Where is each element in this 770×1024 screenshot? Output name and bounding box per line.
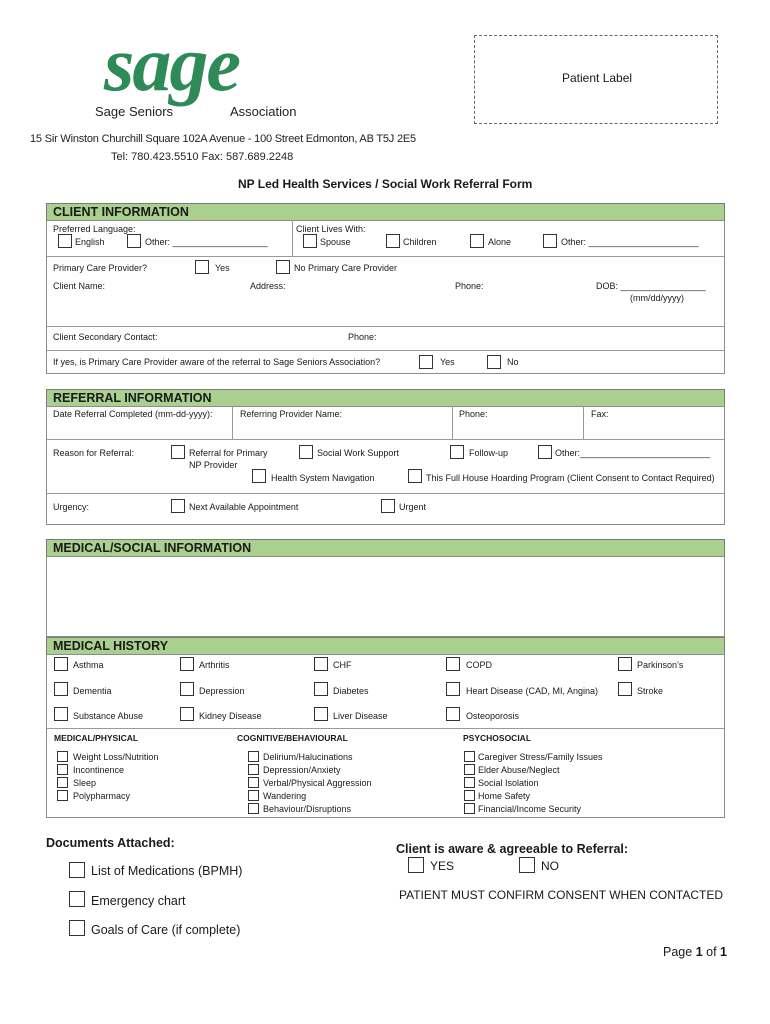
- health-nav-checkbox[interactable]: [252, 469, 266, 483]
- emergency-chart-label: Emergency chart: [91, 894, 186, 908]
- english-label: English: [75, 237, 105, 247]
- polypharmacy-checkbox[interactable]: [57, 790, 68, 801]
- no-pcp-checkbox[interactable]: [276, 260, 290, 274]
- page-prefix: Page: [663, 945, 693, 959]
- medical-history-header: MEDICAL HISTORY: [46, 637, 725, 655]
- page-of: of: [706, 945, 717, 959]
- org-contact: Tel: 780.423.5510 Fax: 587.689.2248: [111, 151, 294, 163]
- pcp-aware-yes-label: Yes: [440, 357, 455, 367]
- home-safety-label: Home Safety: [478, 791, 531, 801]
- other-language-checkbox[interactable]: [127, 234, 141, 248]
- pcp-aware-no-label: No: [507, 357, 519, 367]
- social-isolation-label: Social Isolation: [478, 778, 539, 788]
- parkinsons-label: Parkinson’s: [637, 660, 684, 670]
- aware-yes-checkbox[interactable]: [408, 857, 424, 873]
- dementia-label: Dementia: [73, 686, 112, 696]
- incontinence-checkbox[interactable]: [57, 764, 68, 775]
- client-phone-label: Phone:: [455, 281, 484, 291]
- other-lives-checkbox[interactable]: [543, 234, 557, 248]
- copd-label: COPD: [466, 660, 493, 670]
- chf-checkbox[interactable]: [314, 657, 328, 671]
- sleep-checkbox[interactable]: [57, 777, 68, 788]
- aware-yes-label: YES: [430, 859, 455, 873]
- pcp-yes-checkbox[interactable]: [195, 260, 209, 274]
- heart-disease-checkbox[interactable]: [446, 682, 460, 696]
- liver-disease-checkbox[interactable]: [314, 707, 328, 721]
- behaviour-checkbox[interactable]: [248, 803, 259, 814]
- incontinence-label: Incontinence: [73, 765, 125, 775]
- reason-label: Reason for Referral:: [53, 448, 135, 458]
- osteoporosis-label: Osteoporosis: [466, 711, 520, 721]
- financial-security-checkbox[interactable]: [464, 803, 475, 814]
- hoarding-label: This Full House Hoarding Program (Client Consent to Contact Required): [426, 473, 715, 483]
- parkinsons-checkbox[interactable]: [618, 657, 632, 671]
- behaviour-label: Behaviour/Disruptions: [263, 804, 352, 814]
- wandering-label: Wandering: [263, 791, 307, 801]
- elder-abuse-checkbox[interactable]: [464, 764, 475, 775]
- preferred-language-label: Preferred Language:: [53, 224, 136, 234]
- asthma-label: Asthma: [73, 660, 104, 670]
- client-aware-title: Client is aware & agreeable to Referral:: [396, 842, 629, 856]
- follow-up-checkbox[interactable]: [450, 445, 464, 459]
- lives-with-label: Client Lives With:: [296, 224, 366, 234]
- other-reason-checkbox[interactable]: [538, 445, 552, 459]
- elder-abuse-label: Elder Abuse/Neglect: [478, 765, 560, 775]
- liver-disease-label: Liver Disease: [333, 711, 388, 721]
- referral-primary-label-2: NP Provider: [189, 460, 238, 470]
- pcp-aware-no-checkbox[interactable]: [487, 355, 501, 369]
- client-name-label: Client Name:: [53, 281, 106, 291]
- next-available-label: Next Available Appointment: [189, 502, 299, 512]
- hoarding-checkbox[interactable]: [408, 469, 422, 483]
- wandering-checkbox[interactable]: [248, 790, 259, 801]
- spouse-checkbox[interactable]: [303, 234, 317, 248]
- pcp-aware-yes-checkbox[interactable]: [419, 355, 433, 369]
- depression-anxiety-checkbox[interactable]: [248, 764, 259, 775]
- asthma-checkbox[interactable]: [54, 657, 68, 671]
- patient-label-text: Patient Label: [562, 71, 633, 85]
- logo-tagline-right: Association: [230, 104, 297, 119]
- arthritis-label: Arthritis: [199, 660, 230, 670]
- stroke-label: Stroke: [637, 686, 664, 696]
- next-available-checkbox[interactable]: [171, 499, 185, 513]
- medical-history-section: [46, 654, 725, 818]
- dementia-checkbox[interactable]: [54, 682, 68, 696]
- alone-checkbox[interactable]: [470, 234, 484, 248]
- delirium-checkbox[interactable]: [248, 751, 259, 762]
- pcp-aware-question: If yes, is Primary Care Provider aware of the referral to Sage Seniors Association?: [53, 357, 381, 367]
- kidney-disease-checkbox[interactable]: [180, 707, 194, 721]
- urgent-checkbox[interactable]: [381, 499, 395, 513]
- alone-label: Alone: [488, 237, 512, 247]
- social-work-label: Social Work Support: [317, 448, 399, 458]
- referral-primary-label: Referral for Primary: [189, 448, 268, 458]
- caregiver-stress-checkbox[interactable]: [464, 751, 475, 762]
- goals-of-care-checkbox[interactable]: [69, 920, 85, 936]
- kidney-disease-label: Kidney Disease: [199, 711, 262, 721]
- english-checkbox[interactable]: [58, 234, 72, 248]
- page-current: 1: [695, 945, 703, 959]
- aggression-checkbox[interactable]: [248, 777, 259, 788]
- cognitive-heading: COGNITIVE/BEHAVIOURAL: [237, 733, 348, 743]
- dob-format: (mm/dd/yyyy): [630, 293, 684, 303]
- health-nav-label: Health System Navigation: [271, 473, 375, 483]
- referral-phone-label: Phone:: [459, 409, 488, 419]
- pcp-yes-label: Yes: [215, 263, 230, 273]
- aware-no-checkbox[interactable]: [519, 857, 535, 873]
- stroke-checkbox[interactable]: [618, 682, 632, 696]
- depression-anxiety-label: Depression/Anxiety: [263, 765, 341, 775]
- medications-checkbox[interactable]: [69, 862, 85, 878]
- diabetes-checkbox[interactable]: [314, 682, 328, 696]
- no-pcp-label: No Primary Care Provider: [294, 263, 398, 273]
- urgent-label: Urgent: [399, 502, 427, 512]
- osteoporosis-checkbox[interactable]: [446, 707, 460, 721]
- children-checkbox[interactable]: [386, 234, 400, 248]
- dob-label: DOB: _________________: [596, 281, 706, 291]
- date-completed-label: Date Referral Completed (mm-dd-yyyy):: [53, 409, 213, 419]
- medical-social-header: MEDICAL/SOCIAL INFORMATION: [46, 539, 725, 557]
- weight-loss-label: Weight Loss/Nutrition: [73, 752, 159, 762]
- emergency-chart-checkbox[interactable]: [69, 891, 85, 907]
- social-isolation-checkbox[interactable]: [464, 777, 475, 788]
- documents-attached-title: Documents Attached:: [46, 836, 175, 850]
- medical-physical-heading: MEDICAL/PHYSICAL: [54, 733, 139, 743]
- other-language-label: Other: ___________________: [145, 237, 268, 247]
- other-reason-label: Other:__________________________: [555, 448, 711, 458]
- logo-tagline-left: Sage Seniors: [95, 104, 174, 119]
- referral-fax-label: Fax:: [591, 409, 609, 419]
- referring-provider-label: Referring Provider Name:: [240, 409, 343, 419]
- page-number: [663, 945, 727, 959]
- substance-abuse-label: Substance Abuse: [73, 711, 144, 721]
- secondary-contact-label: Client Secondary Contact:: [53, 332, 158, 342]
- weight-loss-checkbox[interactable]: [57, 751, 68, 762]
- diabetes-label: Diabetes: [333, 686, 369, 696]
- other-lives-label: Other: ______________________: [561, 237, 699, 247]
- consent-notice: PATIENT MUST CONFIRM CONSENT WHEN CONTACTED: [399, 888, 724, 902]
- heart-disease-label: Heart Disease (CAD, MI, Angina): [466, 686, 599, 696]
- psychosocial-heading: PSYCHOSOCIAL: [463, 733, 532, 743]
- pcp-label: Primary Care Provider?: [53, 263, 148, 273]
- children-label: Children: [403, 237, 437, 247]
- depression-checkbox[interactable]: [180, 682, 194, 696]
- org-address: 15 Sir Winston Churchill Square 102A Avenue - 100 Street Edmonton, AB T5J 2E5: [30, 133, 416, 145]
- referral-info-header: REFERRAL INFORMATION: [46, 389, 725, 407]
- social-work-checkbox[interactable]: [299, 445, 313, 459]
- form-title: NP Led Health Services / Social Work Referral Form: [238, 177, 533, 191]
- chf-label: CHF: [333, 660, 352, 670]
- logo-wordmark: sage: [104, 20, 239, 107]
- financial-security-label: Financial/Income Security: [478, 804, 582, 814]
- client-info-header: CLIENT INFORMATION: [46, 203, 725, 221]
- medical-social-textarea[interactable]: [46, 556, 725, 637]
- follow-up-label: Follow-up: [469, 448, 509, 458]
- arthritis-checkbox[interactable]: [180, 657, 194, 671]
- caregiver-stress-label: Caregiver Stress/Family Issues: [478, 752, 603, 762]
- home-safety-checkbox[interactable]: [464, 790, 475, 801]
- client-address-label: Address:: [250, 281, 286, 291]
- delirium-label: Delirium/Halucinations: [263, 752, 353, 762]
- copd-checkbox[interactable]: [446, 657, 460, 671]
- substance-abuse-checkbox[interactable]: [54, 707, 68, 721]
- referral-primary-checkbox[interactable]: [171, 445, 185, 459]
- secondary-phone-label: Phone:: [348, 332, 377, 342]
- patient-label-box: [474, 35, 718, 124]
- spouse-label: Spouse: [320, 237, 351, 247]
- medications-label: List of Medications (BPMH): [91, 864, 243, 878]
- polypharmacy-label: Polypharmacy: [73, 791, 131, 801]
- urgency-label: Urgency:: [53, 502, 90, 512]
- goals-of-care-label: Goals of Care (if complete): [91, 923, 241, 937]
- page-total: 1: [720, 945, 727, 959]
- aggression-label: Verbal/Physical Aggression: [263, 778, 372, 788]
- aware-no-label: NO: [541, 859, 559, 873]
- depression-label: Depression: [199, 686, 245, 696]
- sleep-label: Sleep: [73, 778, 97, 788]
